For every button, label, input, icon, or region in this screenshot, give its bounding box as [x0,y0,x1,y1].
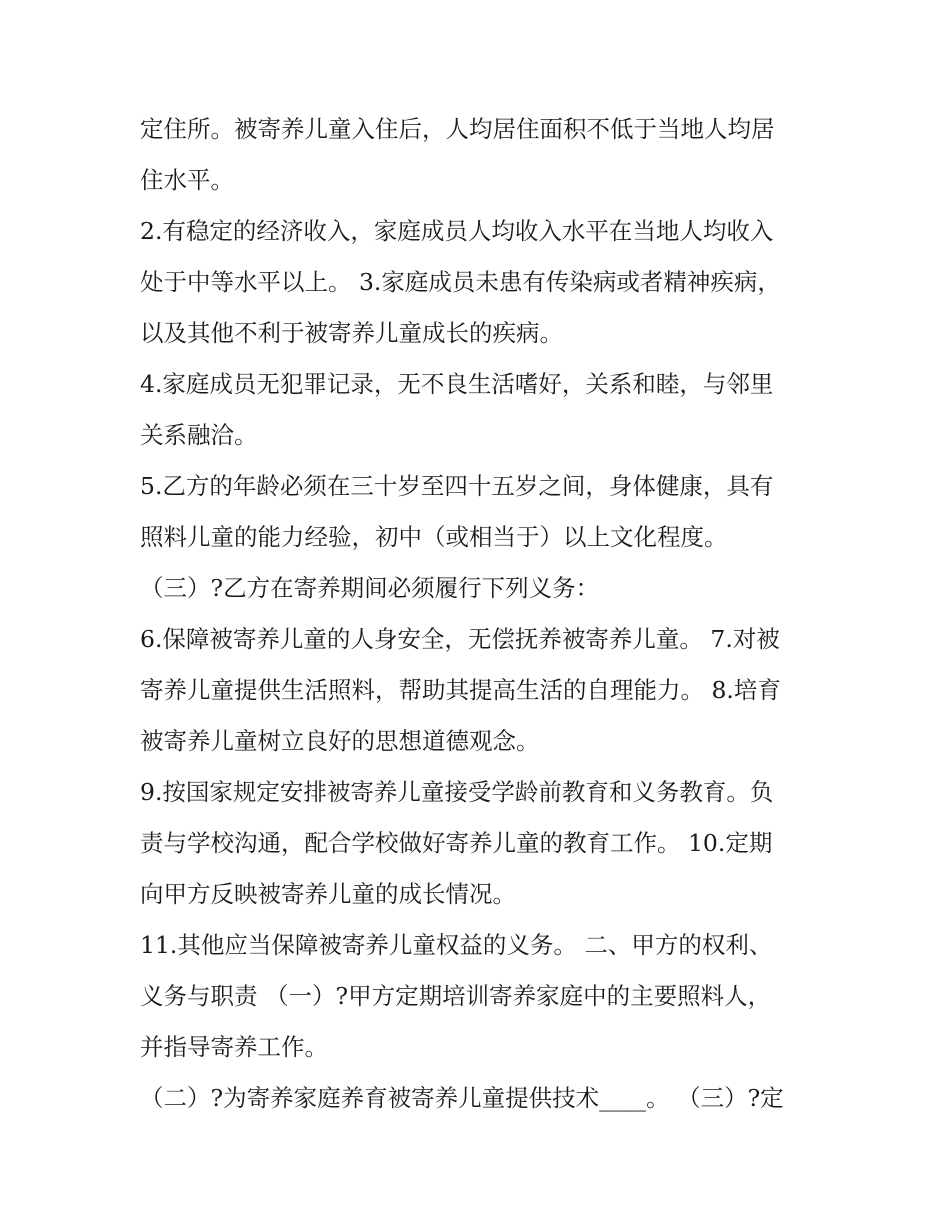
text-line: 寄养儿童提供生活照料，帮助其提高生活的自理能力。 8.培育 [140,676,781,704]
text-line: 义务与职责 （一）?甲方定期培训寄养家庭中的主要照料人， [140,982,772,1010]
text-line: 处于中等水平以上。 3.家庭成员未患有传染病或者精神疾病， [140,268,781,296]
text-line: 定住所。被寄养儿童入住后，人均居住面积不低于当地人均居 [140,115,775,143]
text-line: 2.有稳定的经济收入，家庭成员人均收入水平在当地人均收入 [140,217,774,245]
text-line: 向甲方反映被寄养儿童的成长情况。 [140,880,516,908]
text-line: （二）?为寄养家庭养育被寄养儿童提供技术____。 （三）?定 [140,1084,784,1112]
text-line: 责与学校沟通，配合学校做好寄养儿童的教育工作。 10.定期 [140,829,773,857]
text-line: 11.其他应当保障被寄养儿童权益的义务。 二、甲方的权利、 [140,931,773,959]
text-line: 5.乙方的年龄必须在三十岁至四十五岁之间，身体健康，具有 [140,472,774,500]
text-line: 以及其他不利于被寄养儿童成长的疾病。 [140,319,563,347]
text-line: 住水平。 [140,166,234,194]
text-line: （三）?乙方在寄养期间必须履行下列义务： [140,574,600,602]
text-line: 4.家庭成员无犯罪记录，无不良生活嗜好，关系和睦，与邻里 [140,370,774,398]
text-line: 6.保障被寄养儿童的人身安全，无偿抚养被寄养儿童。 7.对被 [140,625,780,653]
text-line: 并指导寄养工作。 [140,1033,328,1061]
text-line: 被寄养儿童树立良好的思想道德观念。 [140,727,540,755]
text-line: 照料儿童的能力经验，初中（或相当于）以上文化程度。 [140,523,728,551]
document-body [140,104,820,1124]
text-line: 9.按国家规定安排被寄养儿童接受学龄前教育和义务教育。负 [140,778,774,806]
text-line: 关系融洽。 [140,421,258,449]
